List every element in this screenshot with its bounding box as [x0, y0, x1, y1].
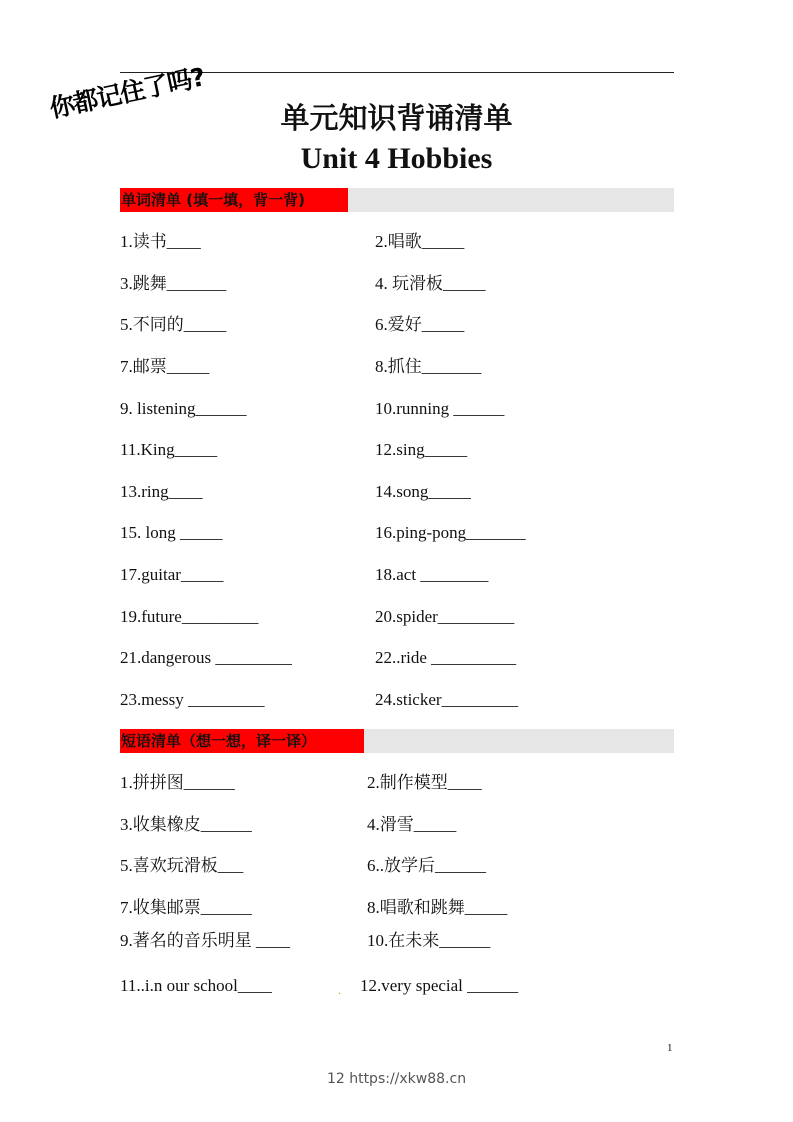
- page-title-en: Unit 4 Hobbies: [300, 142, 493, 175]
- word-item: 21.dangerous _________: [120, 648, 292, 667]
- word-item: 10.running ______: [375, 399, 505, 418]
- word-item: 16.ping-pong_______: [375, 523, 526, 542]
- word-item: 15. long _____: [120, 523, 223, 542]
- section-header-words: [120, 188, 674, 212]
- footer-source: 12 https://xkw88.cn: [326, 1071, 467, 1087]
- word-item: 24.sticker_________: [375, 690, 519, 709]
- phrase-item: 12.very special ______: [360, 976, 519, 995]
- page-number: 1: [667, 1042, 673, 1054]
- word-item: 11.King_____: [120, 440, 218, 459]
- phrase-item: 7.收集邮票______: [120, 898, 252, 917]
- word-item: 2.唱歌_____: [375, 232, 465, 251]
- word-item: 12.sing_____: [375, 440, 468, 459]
- phrase-item: 8.唱歌和跳舞_____: [367, 898, 508, 917]
- word-item: 6.爱好_____: [375, 315, 465, 334]
- word-item: 19.future_________: [120, 607, 259, 626]
- word-item: 4. 玩滑板_____: [375, 274, 486, 293]
- word-item: 20.spider_________: [375, 607, 515, 626]
- stray-dot: .: [338, 983, 341, 997]
- section-label-words: 单词清单 (填一填，背一背): [120, 188, 348, 212]
- phrase-item: 2.制作模型____: [367, 773, 482, 792]
- section-header-phrases: [120, 729, 674, 753]
- word-item: 5.不同的_____: [120, 315, 227, 334]
- word-item: 9. listening______: [120, 399, 247, 418]
- word-item: 17.guitar_____: [120, 565, 224, 584]
- phrase-item: 10.在未来______: [367, 931, 491, 950]
- word-item: 22..ride __________: [375, 648, 517, 667]
- word-item: 3.跳舞_______: [120, 274, 227, 293]
- phrase-item: 4.滑雪_____: [367, 815, 457, 834]
- stamp-text: 你都记住了吗?: [47, 62, 208, 124]
- phrase-item: 5.喜欢玩滑板___: [120, 856, 244, 875]
- page-title-cn: 单元知识背诵清单: [280, 101, 513, 135]
- phrase-item: 9.著名的音乐明星 ____: [120, 931, 290, 950]
- word-item: 1.读书____: [120, 232, 201, 251]
- section-label-phrases: 短语清单（想一想，译一译）: [120, 729, 364, 753]
- phrase-item: 1.拼拼图______: [120, 773, 235, 792]
- word-item: 8.抓住_______: [375, 357, 482, 376]
- word-item: 7.邮票_____: [120, 357, 210, 376]
- phrase-item: 6..放学后______: [367, 856, 486, 875]
- word-item: 18.act ________: [375, 565, 489, 584]
- word-item: 23.messy _________: [120, 690, 265, 709]
- phrase-item: 11..i.n our school____: [120, 976, 272, 995]
- word-item: 13.ring____: [120, 482, 203, 501]
- word-item: 14.song_____: [375, 482, 471, 501]
- phrase-item: 3.收集橡皮______: [120, 815, 252, 834]
